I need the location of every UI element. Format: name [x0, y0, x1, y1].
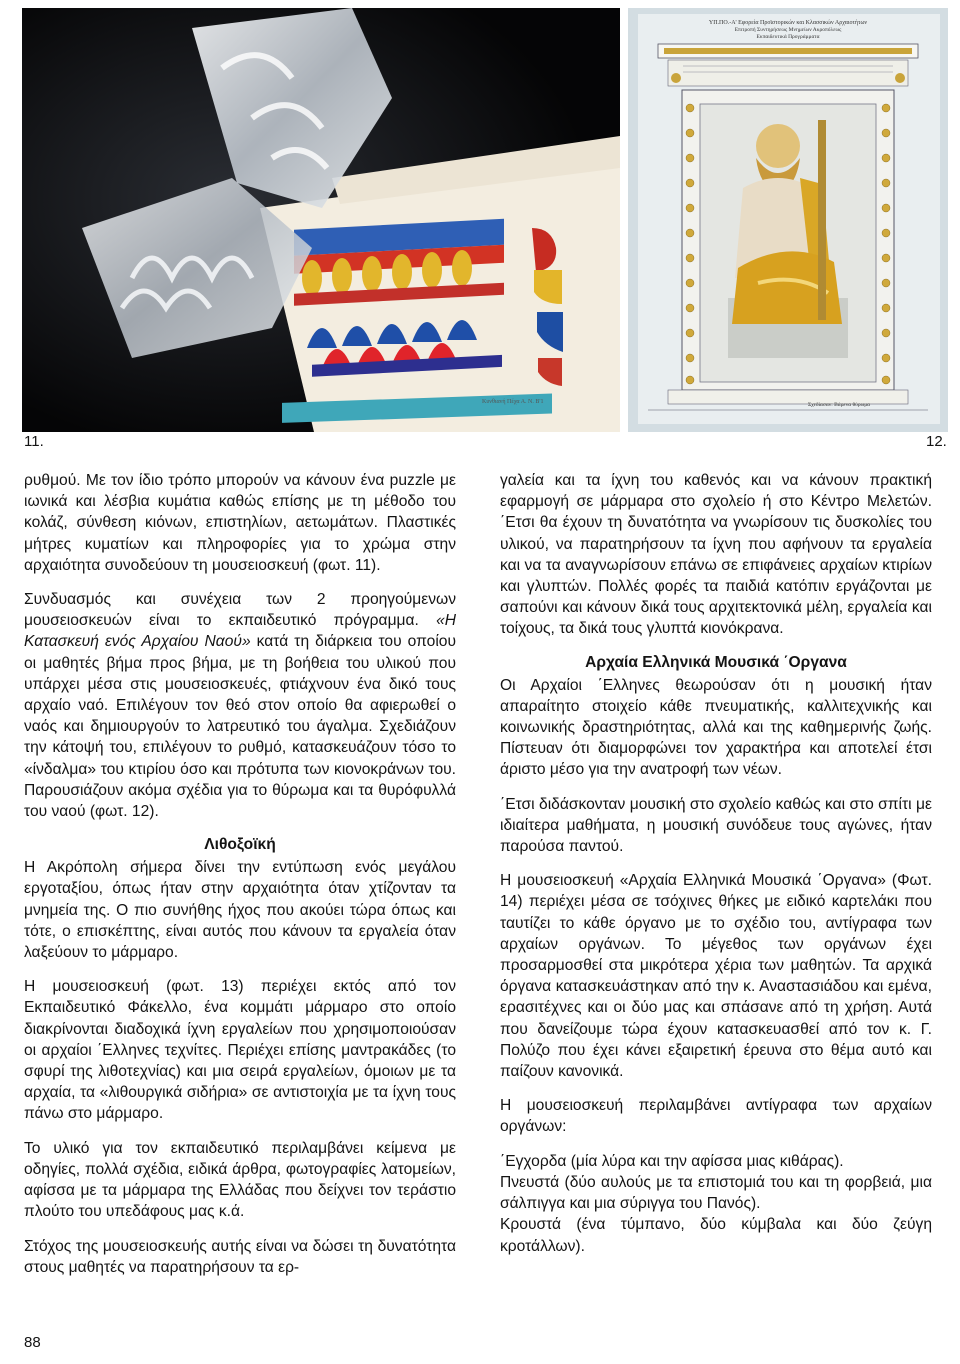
- list-item: Κρουστά (ένα τύμπανο, δύο κύμβαλα και δύο ζεύγη κροτάλλων).: [500, 1216, 932, 1255]
- drawing-footer: Σχεδίασαν: Βάρενα θύρωμα: [808, 402, 871, 408]
- photo-11-moulds: [22, 8, 620, 432]
- page-number: 88: [24, 1334, 41, 1351]
- list-item: ΄Εγχορδα (μία λύρα και την αφίσσα μιας κιθάρας).: [500, 1152, 844, 1170]
- paragraph: ρυθμού. Με τον ίδιο τρόπο μπορούν να κάνουν ένα puzzle με ιωνικά και λέσβια κυμάτια καθώς επίσης με τη μέθοδο του κολάζ, σύνθεση κιόνων, επιστηλίων, αετωμάτων. Πλαστικές μήτρες κυματίων και πληροφορίες για το χρώμα στην αρχαιότητα συνοδεύουν τη μουσειοσκευή (φωτ. 11).: [24, 472, 456, 574]
- paragraph: Οι Αρχαίοι ΄Ελληνες θεωρούσαν ότι η μουσική ήταν απαραίτητο στοιχείο κάθε πνευματικής, καλλιτεχνικής και κοινωνικής δραστηριότητας, αλλά και της καθημερινής ζωής. Πίστευαν ότι διαμορφώνει τον χαρακτήρα και αποτελεί έτσι άριστο μέσο για την ανατροφή των νέων.: [500, 676, 932, 779]
- section-heading: Λιθοξοϊκή: [204, 836, 276, 854]
- drawing-header-2: Επιτροπή Συντηρήσεως Μνημείων Ακροπόλεως: [734, 27, 842, 33]
- paragraph: γαλεία και τα ίχνη του καθενός και να κάνουν πρακτική εφαρμογή σε μάρμαρα στο σχολείο ή στο Κέντρο Μελετών. ΄Ετσι θα έχουν τη δυνατότητα να γνωρίσουν τις δυσκολίες του υλικού, να παρατηρήσουν τα ίχνη που αφήνουν τα εργαλεία και να τα αναγνωρίσουν επάνω σε επιφάνειες αρχαίων κτιρίων και γλυπτών. Πολλές φορές τα παιδιά κατόπιν εργάζονται με σαπούνι και κάνουν δικά τους αρχιτεκτονικά μέλη, εργαλεία και τοίχους, τα δικά τους γλυπτά κιονόκρανα.: [500, 472, 932, 638]
- paragraph-text: Συνδυασμός και συνέχεια των 2 προηγούμενων μουσειοσκευών είναι το εκπαιδευτικό πρόγραμμα.: [24, 591, 456, 630]
- sheet-label: Κυνθιανή Πέχα Α. Ν. Β'1: [482, 399, 544, 405]
- section-heading: Αρχαία Ελληνικά Μουσικά ΄Οργανα: [585, 653, 847, 671]
- paragraph: Στόχος της μουσειοσκευής αυτής είναι να δώσει τη δυνατότητα στους μαθητές να παρατηρήσουν τα ερ-: [24, 1237, 456, 1276]
- program-title: «Η Κατασκευή ενός Αρχαίου Ναού»: [24, 612, 456, 651]
- caption-photo-11: 11.: [24, 433, 44, 450]
- paragraph: Η μουσειοσκευή (φωτ. 13) περιέχει εκτός από τον Εκπαιδευτικό Φάκελλο, ένα κομμάτι μάρμαρο στο οποίο διακρίνονται διαδοχικά ίχνη εργαλείων που χρησιμοποιούσαν οι αρχαίοι ΄Ελληνες τεχνίτες. Περιέχει επίσης μαντρακάδες (το σφυρί της λιθοτεχνίας) και μια σειρά εργαλείων, όμοιων με τα αρχαία, τα «λιθουργικά σιδήρια» σε αντιστοιχία με τα ίχνη τους πάνω στο μάρμαρο.: [24, 978, 456, 1123]
- photo-12-doorway-drawing: [628, 8, 948, 432]
- paragraph-text: κατά τη διάρκεια του οποίου οι μαθητές βήμα προς βήμα, με τη βοήθεια του υλικού που υπάρχει μέσα στις μουσειοσκευές, φτιάχνουν ένα δικό τους αρχαίο ναό. Επιλέγουν τον θεό στον οποίο θα αφιερωθεί ο ναός και δημιουργούν το λατρευτικό του άγαλμα. Σχεδιάζουν την κάτοψή του, επιλέγουν το ρυθμό, κατασκευάζουν τόσο το «ίνδαλμα» του κτιρίου όσο και πρότυπα των κιονοκράνων του. Παρουσιάζουν ακόμα σχέδια για το θύρωμα και τα θυρόφυλλά του ναού (φωτ. 12).: [24, 633, 456, 821]
- paragraph: Η Ακρόπολη σήμερα δίνει την εντύπωση ενός μεγάλου εργοταξίου, όπως ήταν στην αρχαιότητα όταν χτίζονταν τα μνημεία της. Ο πιο συνήθης ήχος που ακούει τώρα όπως και τότε, ο επισκέπτης, είναι αυτός που κάνουν τα εργαλεία όταν λαξεύουν το μάρμαρο.: [24, 859, 456, 962]
- doorway-illustration: [628, 8, 948, 432]
- paragraph: Η μουσειοσκευή περιλαμβάνει αντίγραφα των αρχαίων οργάνων:: [500, 1097, 932, 1136]
- left-column: [24, 470, 456, 1291]
- paragraph: Το υλικό για τον εκπαιδευτικό περιλαμβάνει κείμενα με οδηγίες, πολλά σχέδια, ειδικά άρθρα, φωτογραφίες λατομείων, αφίσσα με τα μάρμαρα της Ελλάδας που δείχνει τον τεράστιο πλούτο του υπεδάφους μας κ.ά.: [24, 1139, 456, 1221]
- drawing-header-1: ΥΠ.ΠΟ.-Α' Εφορεία Προϊστορικών και Κλασσικών Αρχαιοτήτων: [708, 20, 868, 26]
- caption-photo-12: 12.: [926, 433, 947, 450]
- paragraph: ΄Ετσι διδάσκονταν μουσική στο σχολείο καθώς και στο σπίτι με ιδιαίτερα μαθήματα, η μουσική συνόδευε τους αγώνες, ήταν παρούσα παντού.: [500, 795, 932, 856]
- moulds-illustration: [22, 8, 620, 432]
- paragraph: [24, 589, 456, 822]
- paragraph: Η μουσειοσκευή «Αρχαία Ελληνικά Μουσικά ΄Οργανα» (Φωτ. 14) περιέχει μέσα σε τσόχινες θήκες με ειδικό καρτελάκι που ταυτίζει το κάθε όργανο με το σχέδιο του, αντίγραφα των αρχαίων οργάνων. Το μέγεθος των οργάνων έχει προσαρμοσθεί στα μικρότερα χέρια των μαθητών. Τα αρχικά όργανα κατασκευάστηκαν από την κ. Αναστασιάδου και εμένα, ερασιτέχνες και οι δύο μας και σπάσανε από τη χρήση. Αυτά που δανείζουμε τώρα έχουν κατασκευασθεί από τον κ. Γ. Πολύζο που έχει κάνει εξαιρετική έρευνα στο θέμα αυτό και παίζουν κανονικά.: [500, 872, 932, 1081]
- list-item: Πνευστά (δύο αυλούς με τα επιστομιά του και τη φορβειά, μια σάλπιγγα και μια σύριγγα του Πανός).: [500, 1173, 932, 1213]
- drawing-header-3: Εκπαιδευτικά Προγράμματα: [756, 34, 820, 40]
- right-column: [500, 470, 932, 1257]
